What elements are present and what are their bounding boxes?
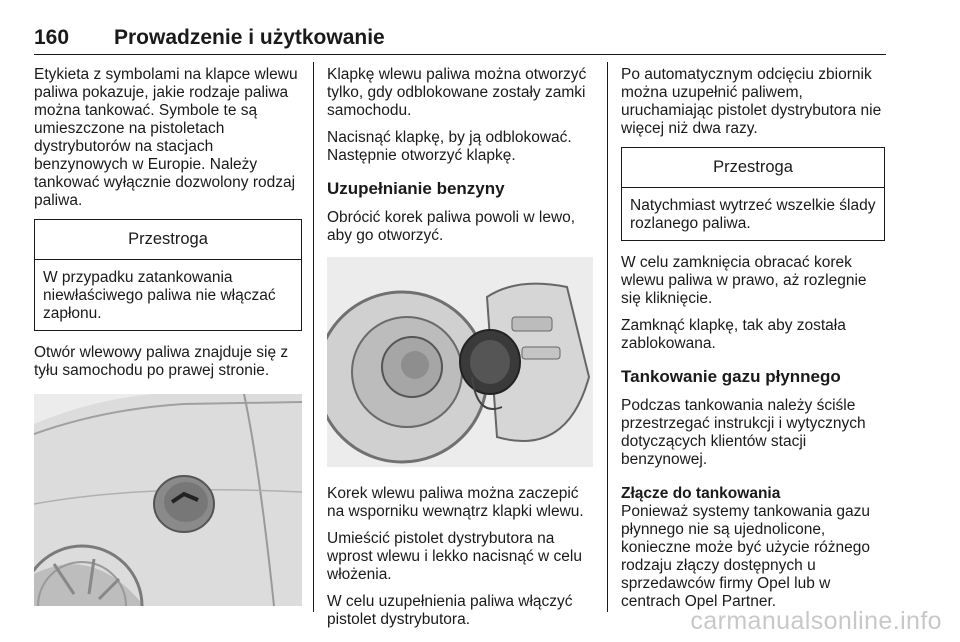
lpg-instructions-paragraph: Podczas tankowania należy ściśle przestrzegać instrukcji i wytycznych dotyczących klientów stacji benzynowej. [621, 397, 866, 468]
cap-open-paragraph: Obrócić korek paliwa powoli w lewo, aby go otworzyć. [327, 209, 576, 244]
warning-box [621, 147, 885, 241]
section-heading-refuel: Uzupełnianie benzyny [327, 179, 505, 198]
warning-title: Przestroga [622, 148, 884, 188]
page-header [34, 26, 886, 55]
warning-title: Przestroga [35, 220, 301, 260]
cap-hook-paragraph: Korek wlewu paliwa można zaczepić na wsporniku wewnątrz klapki wlewu. [327, 485, 584, 520]
nozzle-start-paragraph: W celu uzupełnienia paliwa włączyć pistolet dystrybutora. [327, 593, 573, 628]
connector-paragraph: Ponieważ systemy tankowania gazu płynnego nie są ujednolicone, konieczne może być użycie różnego rodzaju złączy dostępnych u sprzedawców firmy Opel lub w centrach Opel Partner. [621, 503, 870, 610]
intro-paragraph: Etykieta z symbolami na klapce wlewu paliwa pokazuje, jakie rodzaje paliwa można tankować. Symbole te są umieszczone na pistoletach dystrybutorów na stacjach benzynowych w Europie. Należy tankować wyłącznie dozwolony rodzaj paliwa. [34, 66, 298, 209]
warning-text: W przypadku zatankowania niewłaściwego paliwa nie włączać zapłonu. [43, 269, 276, 322]
section-heading-lpg: Tankowanie gazu płynnego [621, 367, 841, 386]
flap-open-paragraph: Nacisnąć klapkę, by ją odblokować. Następnie otworzyć klapkę. [327, 129, 572, 164]
column-3 [621, 66, 885, 620]
column-1 [34, 66, 302, 606]
fuel-cap-illustration [327, 257, 593, 467]
page-number: 160 [34, 26, 70, 49]
auto-cutoff-paragraph: Po automatycznym odcięciu zbiornik można uzupełnić paliwem, uruchamiając pistolet dystrybutora nie więcej niż dwa razy. [621, 66, 882, 137]
nozzle-insert-paragraph: Umieścić pistolet dystrybutora na wprost wlewu i lekko nacisnąć w celu włożenia. [327, 530, 582, 583]
warning-box [34, 219, 302, 331]
cap-close-paragraph: W celu zamknięcia obracać korek wlewu paliwa w prawo, aż rozlegnie się kliknięcie. [621, 254, 867, 307]
flap-unlock-paragraph: Klapkę wlewu paliwa można otworzyć tylko, gdy odblokowane zostały zamki samochodu. [327, 66, 587, 119]
column-divider [607, 62, 608, 612]
subheading-connector: Złącze do tankowania [621, 485, 781, 502]
car-fuel-flap-illustration [34, 394, 302, 606]
watermark: carmanualsonline.info [690, 607, 942, 635]
warning-text: Natychmiast wytrzeć wszelkie ślady rozlanego paliwa. [630, 197, 876, 232]
filler-location-paragraph: Otwór wlewowy paliwa znajduje się z tyłu samochodu po prawej stronie. [34, 344, 289, 379]
flap-close-paragraph: Zamknąć klapkę, tak aby została zablokowana. [621, 317, 846, 352]
column-divider [313, 62, 314, 612]
column-2 [327, 66, 593, 638]
page-title: Prowadzenie i użytkowanie [114, 26, 385, 49]
